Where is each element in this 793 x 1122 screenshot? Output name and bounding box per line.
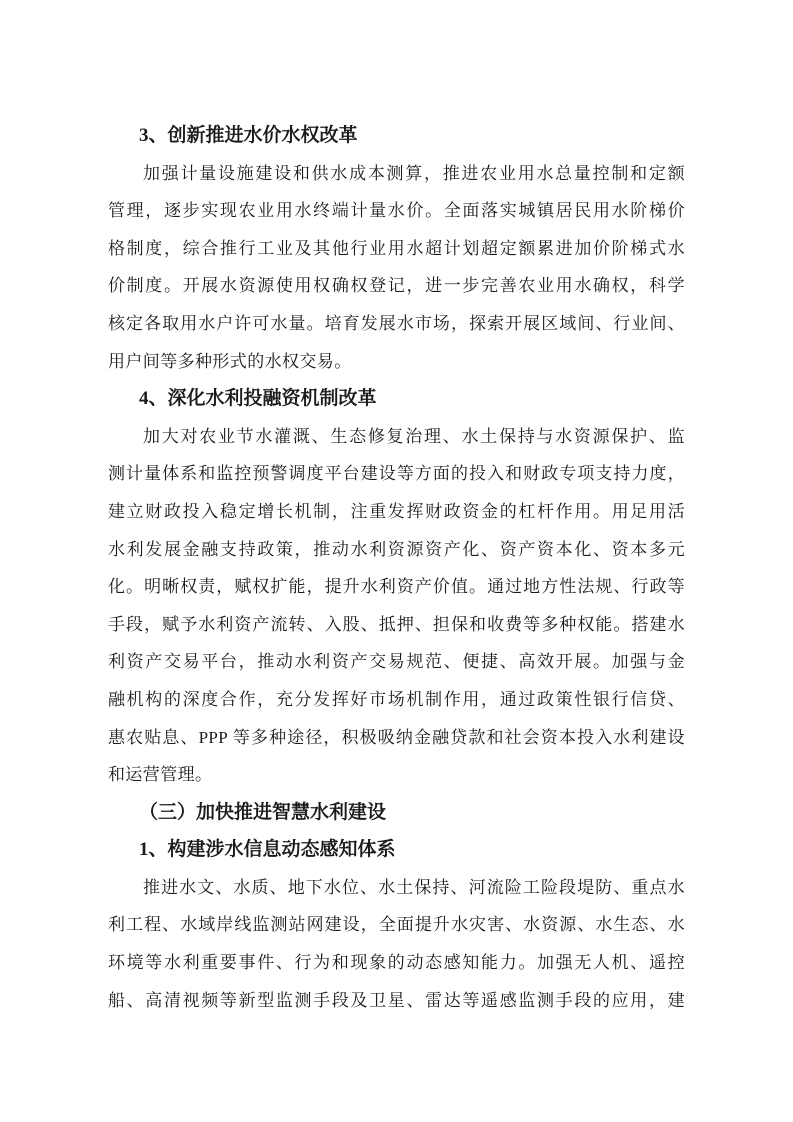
paragraph-line: 利资产交易平台，推动水利资产交易规范、便捷、高效开展。加强与金 — [108, 652, 685, 672]
paragraph-line: 手段，赋予水利资产流转、入股、抵押、担保和收费等多种权能。搭建水 — [108, 614, 685, 634]
paragraph-line: 价制度。开展水资源使用权确权登记，进一步完善农业用水确权，科学 — [108, 276, 685, 296]
paragraph-line: 推进水文、水质、地下水位、水土保持、河流险工险段堤防、重点水 — [143, 877, 685, 897]
paragraph-line: 用户间等多种形式的水权交易。 — [108, 351, 352, 371]
paragraph-line: 管理，逐步实现农业用水终端计量水价。全面落实城镇居民用水阶梯价 — [108, 201, 685, 221]
paragraph-line: 格制度，综合推行工业及其他行业用水超计划超定额累进加价阶梯式水 — [108, 238, 685, 258]
paragraph-line: 环境等水利重要事件、行为和现象的动态感知能力。加强无人机、遥控 — [108, 953, 685, 973]
paragraph-line: 利工程、水域岸线监测站网建设，全面提升水灾害、水资源、水生态、水 — [108, 915, 685, 935]
paragraph-line: 融机构的深度合作，充分发挥好市场机制作用，通过政策性银行信贷、 — [108, 689, 685, 709]
paragraph-line: 核定各取用水户许可水量。培育发展水市场，探索开展区域间、行业间、 — [108, 313, 685, 333]
paragraph-line: 和运营管理。 — [108, 765, 213, 785]
paragraph-line: 测计量体系和监控预警调度平台建设等方面的投入和财政专项支持力度， — [108, 464, 685, 484]
paragraph-line: 化。明晰权责，赋权扩能，提升水利资产价值。通过地方性法规、行政等 — [108, 577, 685, 597]
paragraph-line: 加强计量设施建设和供水成本测算，推进农业用水总量控制和定额 — [143, 163, 685, 183]
paragraph-line: 建立财政投入稳定增长机制，注重发挥财政资金的杠杆作用。用足用活 — [108, 501, 685, 521]
paragraph-line: 船、高清视频等新型监测手段及卫星、雷达等遥感监测手段的应用，建 — [108, 990, 685, 1010]
heading-section-3-smart-water-construction: （三）加快推进智慧水利建设 — [139, 801, 387, 823]
heading-1-water-info-sensing-system: 1、构建涉水信息动态感知体系 — [139, 839, 396, 861]
paragraph-line: 惠农贴息、PPP 等多种途径，积极吸纳金融贷款和社会资本投入水利建设 — [108, 727, 685, 747]
document-content — [108, 117, 685, 1019]
heading-3-water-price-rights-reform: 3、创新推进水价水权改革 — [139, 125, 358, 146]
paragraph-line: 加大对农业节水灌溉、生态修复治理、水土保持与水资源保护、监 — [143, 426, 685, 446]
paragraph-line: 水利发展金融支持政策，推动水利资源资产化、资产资本化、资本多元 — [108, 539, 685, 559]
heading-4-investment-financing-reform: 4、深化水利投融资机制改革 — [139, 388, 377, 410]
